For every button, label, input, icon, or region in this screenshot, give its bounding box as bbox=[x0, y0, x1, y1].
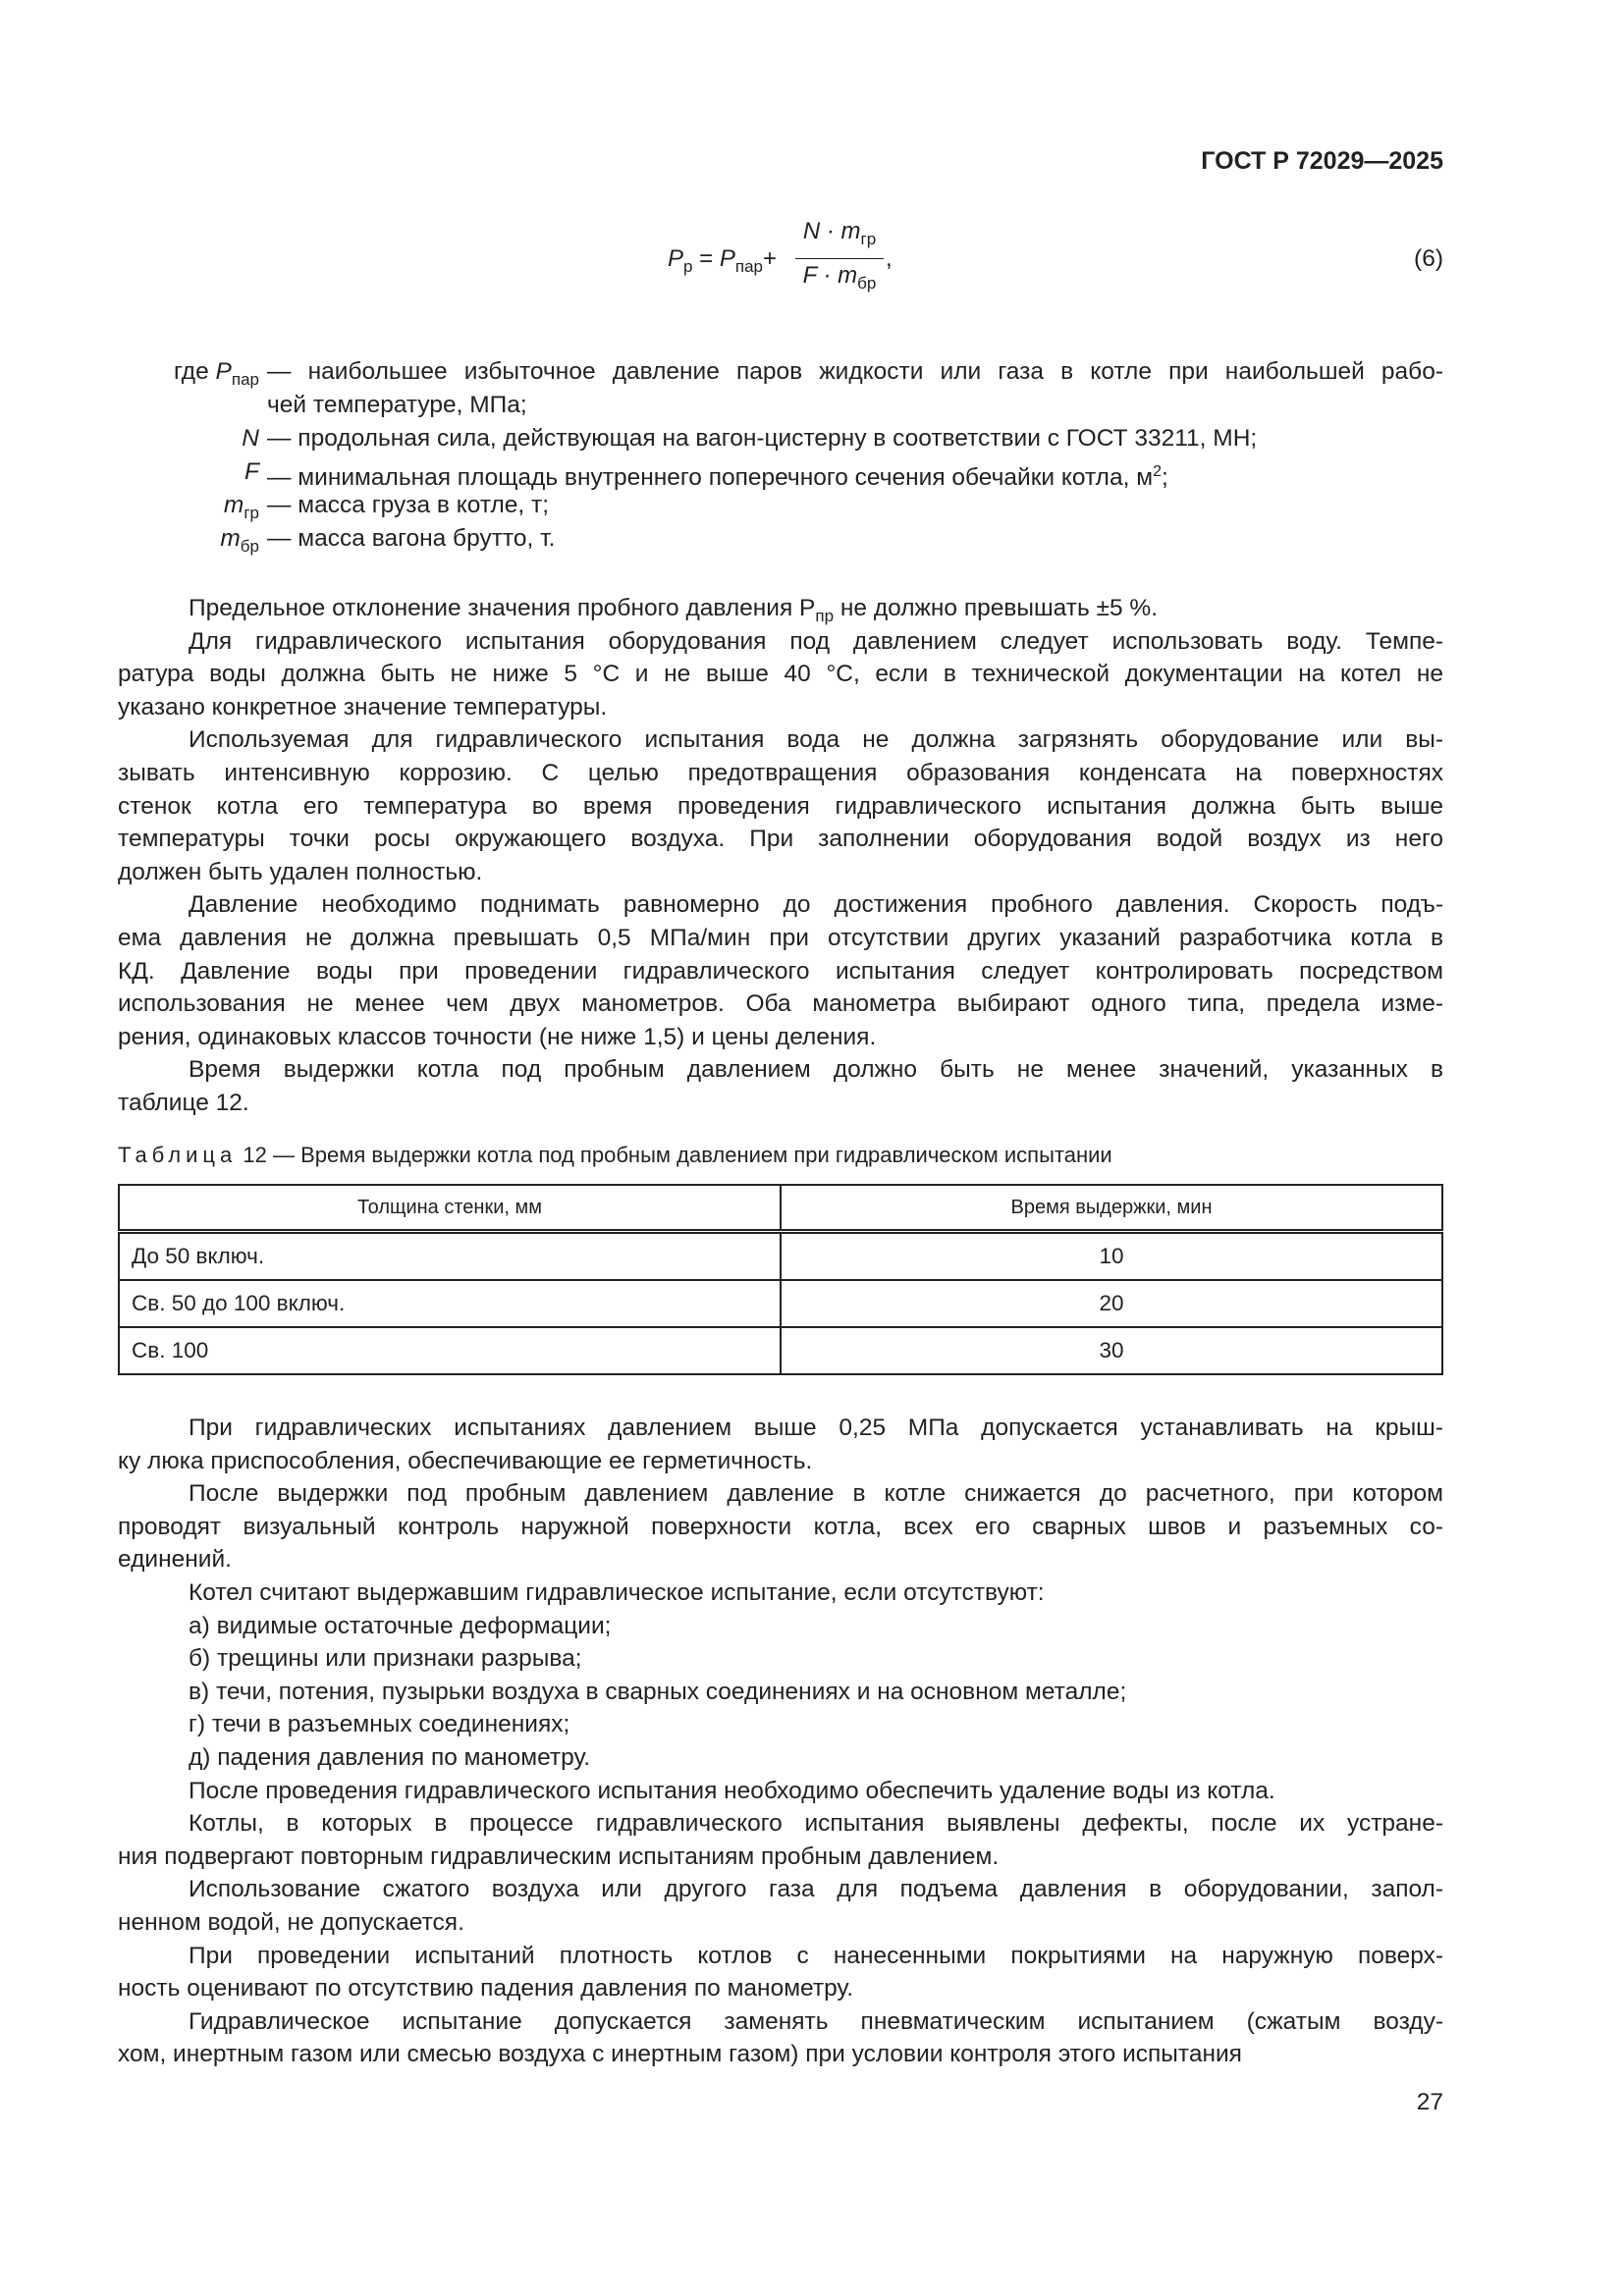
paragraph-line: в) течи, потения, пузырьки воздуха в сварных соединениях и на основном металле; bbox=[189, 1678, 1127, 1705]
definition-line: — масса вагона брутто, т. bbox=[267, 525, 556, 552]
paragraph-line: Котлы, в которых в процессе гидравлического испытания выявлены дефекты, после их устране- bbox=[189, 1810, 1443, 1838]
formula-term-sub: пар bbox=[734, 257, 763, 276]
equation-number: (6) bbox=[1414, 245, 1443, 272]
paragraph-line: единений. bbox=[118, 1546, 232, 1574]
paragraph-line: Использование сжатого воздуха или другого газа для подъема давления в оборудовании, запол- bbox=[189, 1876, 1443, 1903]
cell-thickness: Св. 100 bbox=[119, 1327, 781, 1374]
cell-hold-time: 20 bbox=[781, 1280, 1442, 1327]
definition-text bbox=[267, 522, 1443, 556]
definition-tail: ; bbox=[1161, 464, 1168, 491]
definition-prefix: где bbox=[173, 358, 216, 385]
formula-denominator-sub: бр bbox=[857, 274, 877, 293]
definitions-list bbox=[118, 355, 1443, 556]
paragraph-line: д) падения давления по манометру. bbox=[189, 1744, 591, 1771]
formula-term: P bbox=[719, 245, 735, 272]
definition-line: — наибольшее избыточное давление паров жидкости или газа в котле при наибольшей рабо- bbox=[267, 358, 1443, 385]
paragraph-line: хом, инертным газом или смесью воздуха с инертным газом) при условии контроля этого испытания bbox=[118, 2041, 1242, 2068]
definition-text bbox=[267, 422, 1443, 455]
formula-eq: = bbox=[692, 245, 720, 272]
paragraph-line: КД. Давление воды при проведении гидравлического испытания следует контролировать посредством bbox=[118, 957, 1443, 985]
paragraph-line: ния подвергают повторным гидравлическим испытаниям пробным давлением. bbox=[118, 1842, 1000, 1870]
definition-line: — минимальная площадь внутреннего поперечного сечения обечайки котла, м bbox=[267, 464, 1154, 491]
paragraph-line: Для гидравлического испытания оборудования под давлением следует использовать воду. Темпе- bbox=[189, 627, 1443, 655]
text-part: Предельное отклонение значения пробного давления P bbox=[189, 595, 816, 621]
symbol: F bbox=[244, 458, 259, 485]
paragraph-line: стенок котла его температура во время проведения гидравлического испытания должна быть выше bbox=[118, 792, 1443, 820]
paragraph-line: При гидравлических испытаниях давлением выше 0,25 МПа допускается устанавливать на крыш- bbox=[189, 1415, 1443, 1441]
paragraph-line: ратура воды должна быть не ниже 5 °C и не выше 40 °C, если в технической документации на котел не bbox=[118, 661, 1443, 688]
paragraph-line: б) трещины или признаки разрыва; bbox=[189, 1645, 582, 1673]
paragraph-line: После проведения гидравлического испытания необходимо обеспечить удаление воды из котла. bbox=[189, 1777, 1275, 1804]
definition-text bbox=[267, 489, 1443, 522]
paragraph-line: зывать интенсивную коррозию. С целью предотвращения образования конденсата на поверхностях bbox=[118, 760, 1443, 786]
definition-text bbox=[267, 355, 1443, 389]
definition-symbol bbox=[244, 455, 259, 489]
subscript: пр bbox=[815, 606, 835, 625]
paragraph-line: указано конкретное значение температуры. bbox=[118, 693, 608, 721]
paragraph-line bbox=[118, 592, 1443, 625]
paragraph-line: должен быть удален полностью. bbox=[118, 858, 483, 885]
paragraph-line: Гидравлическое испытание допускается заменять пневматическим испытанием (сжатым возду- bbox=[189, 2007, 1443, 2035]
symbol: m bbox=[223, 492, 244, 518]
paragraph-line: а) видимые остаточные деформации; bbox=[189, 1612, 612, 1639]
table-header-row bbox=[119, 1185, 1442, 1232]
paragraph-line: Котел считают выдержавшим гидравлическое испытание, если отсутствуют: bbox=[189, 1579, 1045, 1606]
paragraph-line: После выдержки под пробным давлением давление в котле снижается до расчетного, при котором bbox=[189, 1480, 1443, 1508]
symbol-subscript: бр bbox=[240, 537, 259, 556]
table-row bbox=[119, 1280, 1442, 1327]
formula-lhs: P bbox=[668, 245, 684, 272]
formula-fraction bbox=[795, 218, 884, 294]
definition-row bbox=[118, 422, 1443, 455]
table-caption-text: 12 — Время выдержки котла под пробным давлением при гидравлическом испытании bbox=[237, 1143, 1112, 1167]
definition-row bbox=[118, 455, 1443, 489]
hold-time-table bbox=[118, 1184, 1443, 1375]
paragraph-line: ность оценивают по отсутствию падения давления по манометру. bbox=[118, 1975, 854, 2002]
paragraph-line: ненном водой, не допускается. bbox=[118, 1909, 464, 1936]
formula-lhs-sub: р bbox=[683, 257, 693, 276]
definition-row bbox=[118, 489, 1443, 522]
paragraph-line: использования не менее чем двух манометров. Оба манометра выбирают одного типа, предела изме- bbox=[118, 990, 1443, 1018]
paragraph-line: рения, одинаковых классов точности (не ниже 1,5) и цены деления. bbox=[118, 1023, 877, 1050]
definition-line: чей температуре, МПа; bbox=[267, 392, 527, 418]
symbol: P bbox=[215, 358, 232, 385]
definition-symbol bbox=[220, 522, 259, 563]
symbol-subscript: гр bbox=[244, 504, 259, 522]
symbol: N bbox=[242, 425, 259, 452]
definition-line: — масса груза в котле, т; bbox=[267, 492, 550, 518]
paragraph-line: проводят визуальный контроль наружной поверхности котла, всех его сварных швов и разъемных со- bbox=[118, 1513, 1443, 1540]
definition-row bbox=[118, 522, 1443, 556]
paragraph-line: Используемая для гидравлического испытания вода не должна загрязнять оборудование или вы- bbox=[189, 726, 1443, 754]
paragraph-line: ку люка приспособления, обеспечивающие ее герметичность. bbox=[118, 1447, 813, 1474]
definition-row bbox=[118, 389, 1443, 422]
paragraph-line: Давление необходимо поднимать равномерно до достижения пробного давления. Скорость подъ- bbox=[189, 891, 1443, 919]
column-header: Толщина стенки, мм bbox=[119, 1185, 781, 1232]
superscript: 2 bbox=[1153, 463, 1162, 480]
formula-comma: , bbox=[886, 245, 893, 272]
definition-row bbox=[118, 355, 1443, 389]
cell-hold-time: 10 bbox=[781, 1232, 1442, 1281]
definition-symbol bbox=[242, 422, 259, 455]
table-caption-word: Таблица bbox=[118, 1143, 238, 1167]
formula bbox=[668, 218, 923, 316]
fraction-bar bbox=[795, 258, 884, 259]
cell-thickness: Св. 50 до 100 включ. bbox=[119, 1280, 781, 1327]
definition-text bbox=[267, 389, 1443, 422]
symbol: m bbox=[220, 525, 241, 552]
text-part: не должно превышать ±5 %. bbox=[834, 595, 1159, 621]
paragraph-line: г) течи в разъемных соединениях; bbox=[189, 1711, 570, 1738]
paragraph-line: температуры точки росы окружающего воздуха. При заполнении оборудования водой воздух из него bbox=[118, 826, 1443, 853]
symbol-subscript: пар bbox=[231, 370, 259, 389]
table-row bbox=[119, 1327, 1442, 1374]
paragraph-line: При проведении испытаний плотность котлов с нанесенными покрытиями на наружную поверх- bbox=[189, 1942, 1443, 1969]
formula-numerator: N · m bbox=[802, 218, 861, 244]
cell-thickness: До 50 включ. bbox=[119, 1232, 781, 1281]
definition-line: — продольная сила, действующая на вагон-цистерну в соответствии с ГОСТ 33211, МН; bbox=[267, 425, 1258, 452]
paragraph-line: ема давления не должна превышать 0,5 МПа/мин при отсутствии других указаний разработчика котла в bbox=[118, 925, 1443, 951]
paragraph-line: таблице 12. bbox=[118, 1090, 249, 1116]
document-code: ГОСТ Р 72029—2025 bbox=[1201, 147, 1443, 175]
paragraph-line: Время выдержки котла под пробным давлением должно быть не менее значений, указанных в bbox=[189, 1056, 1443, 1084]
page-number: 27 bbox=[1416, 2089, 1443, 2115]
formula-plus: + bbox=[762, 245, 777, 272]
table-row bbox=[119, 1232, 1442, 1281]
column-header: Время выдержки, мин bbox=[781, 1185, 1442, 1232]
formula-denominator: F · m bbox=[802, 262, 858, 289]
table-caption bbox=[118, 1143, 1112, 1168]
cell-hold-time: 30 bbox=[781, 1327, 1442, 1374]
formula-numerator-sub: гр bbox=[860, 230, 877, 248]
